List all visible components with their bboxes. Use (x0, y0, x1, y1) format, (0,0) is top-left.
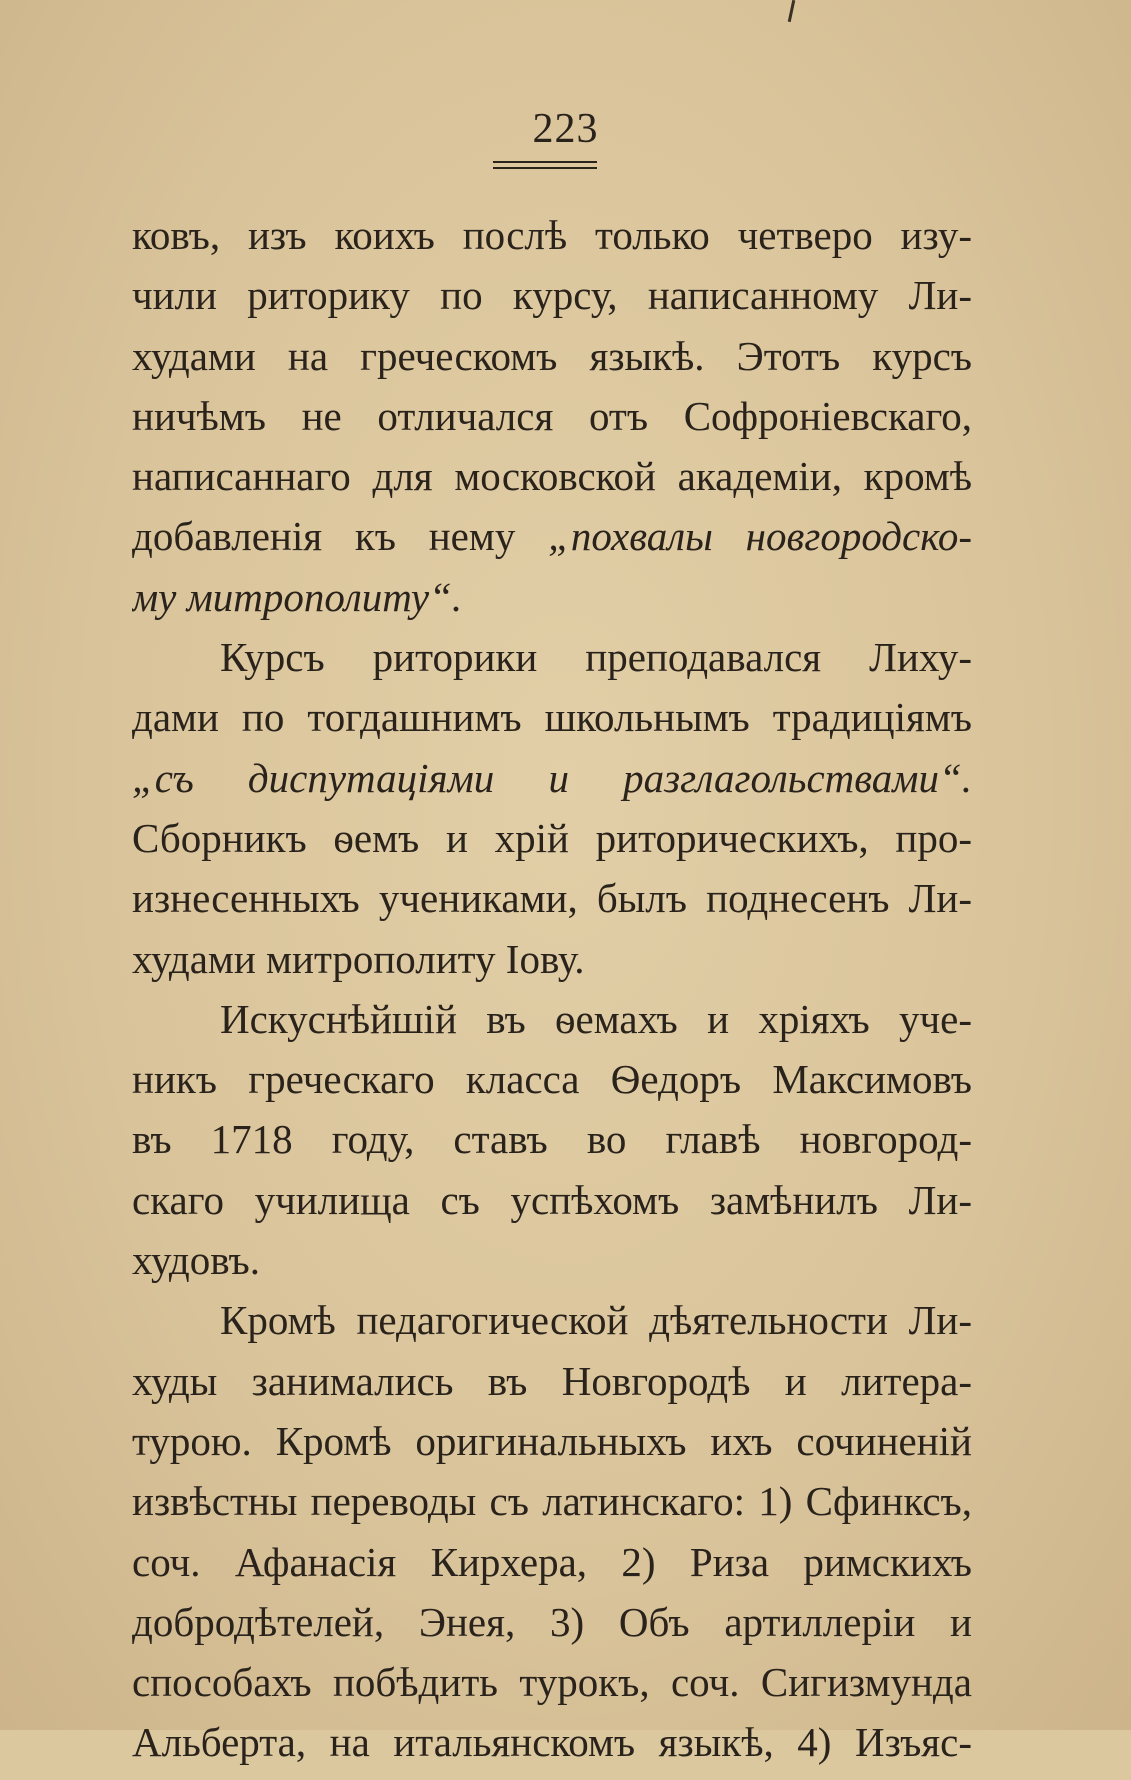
text-line: ковъ, изъ коихъ послѣ только четверо изу- (132, 212, 972, 258)
text-line: худы занимались въ Новгородѣ и литера- (132, 1357, 972, 1404)
page-number: 223 (532, 106, 599, 152)
text-line: способахъ побѣдить турокъ, соч. Сигизмунда (132, 1659, 972, 1706)
paragraph-start: Искуснѣйшій въ ѳемахъ и хріяхъ уче- (220, 995, 972, 1042)
text-line: написаннаго для московской академіи, кромѣ (132, 453, 972, 500)
text-line: худами митрополиту Іову. (132, 935, 585, 982)
body-text (132, 212, 972, 1780)
text-line: дами по тогдашнимъ школьнымъ традиціямъ (132, 694, 972, 741)
text-line: добавленія къ нему „похвалы новгородско- (132, 513, 972, 560)
text-line: скаго училища съ успѣхомъ замѣнилъ Ли- (132, 1176, 972, 1223)
text-line: худами на греческомъ языкѣ. Этотъ курсъ (132, 332, 972, 379)
text-line: извѣстны переводы съ латинскаго: 1) Сфинксъ, (132, 1478, 972, 1525)
text-line: Сборникъ ѳемъ и хрій риторическихъ, про- (132, 814, 972, 861)
text-line: Альберта, на итальянскомъ языкѣ, 4) Изъяс- (132, 1719, 972, 1766)
page-number-rule-bottom (493, 167, 597, 169)
paragraph-start: Кромѣ педагогической дѣятельности Ли- (220, 1297, 972, 1344)
italic-quote: „съ диспутаціями и разглагольствами“. (132, 754, 972, 801)
text-line: никъ греческаго класса Ѳедоръ Максимовъ (132, 1056, 972, 1103)
paragraph-start: Курсъ риторики преподавался Лиху- (220, 634, 972, 681)
italic-quote: „похвалы новгородско- (548, 513, 972, 560)
text-line: соч. Афанасія Кирхера, 2) Риза римскихъ (132, 1538, 972, 1585)
text-line: добродѣтелей, Энея, 3) Объ артиллеріи и (132, 1598, 972, 1645)
text-line: ничѣмъ не отличался отъ Софроніевскаго, (132, 392, 972, 439)
text-line: въ 1718 году, ставъ во главѣ новгород- (132, 1116, 972, 1163)
text-line: турою. Кромѣ оригинальныхъ ихъ сочиненій (132, 1417, 972, 1464)
stray-ink-mark (788, 0, 796, 22)
text-line: худовъ. (132, 1237, 261, 1284)
text-line: му митрополиту“. (132, 573, 463, 620)
page-number-rule-top (493, 161, 597, 163)
text-line: чили риторику по курсу, написанному Ли- (132, 272, 972, 319)
text-line: изнесенныхъ учениками, былъ поднесенъ Ли- (132, 875, 972, 922)
